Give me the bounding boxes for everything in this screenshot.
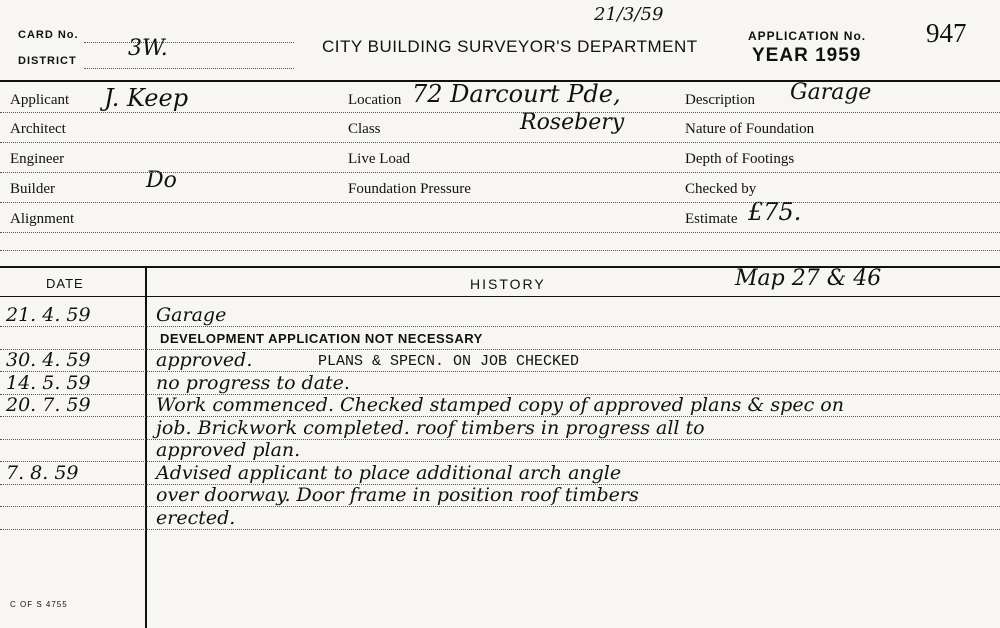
field-line <box>0 232 1000 233</box>
class-value: Rosebery <box>520 110 625 135</box>
builder-label: Builder <box>10 181 55 197</box>
class-label: Class <box>348 121 381 137</box>
department-title: CITY BUILDING SURVEYOR'S DEPARTMENT <box>322 37 698 56</box>
foundation-pressure-label: Foundation Pressure <box>348 181 471 197</box>
estimate-label: Estimate <box>685 211 738 227</box>
depth-of-footings-label: Depth of Footings <box>685 151 795 167</box>
architect-label: Architect <box>10 121 66 137</box>
description-value: Garage <box>790 80 872 105</box>
history-row-line <box>0 371 1000 372</box>
card-no-label: CARD No. <box>18 29 79 41</box>
history-row-line <box>0 529 1000 530</box>
district-line <box>84 68 294 69</box>
applicant-label: Applicant <box>10 92 70 108</box>
live-load-label: Live Load <box>348 151 411 167</box>
history-row-line <box>0 506 1000 507</box>
date-stamp: 21/3/59 <box>594 4 664 25</box>
history-date: 21. 4. 59 <box>6 304 91 326</box>
card-no-line <box>84 42 294 43</box>
history-date: 7. 8. 59 <box>6 461 79 484</box>
history-entry: Advised applicant to place additional arch angle <box>156 461 622 484</box>
history-entry: approved. <box>156 349 253 371</box>
field-line <box>0 202 1000 203</box>
history-row-line <box>0 326 1000 327</box>
history-entry: Work commenced. Checked stamped copy of approved plans & spec on <box>156 394 844 416</box>
estimate-value: £75. <box>748 198 802 226</box>
history-header: HISTORY <box>470 276 546 292</box>
field-line <box>0 142 1000 143</box>
history-entry: DEVELOPMENT APPLICATION NOT NECESSARY <box>160 330 483 346</box>
date-header: DATE <box>46 276 84 291</box>
date-column-divider <box>145 266 147 628</box>
description-label: Description <box>685 92 755 108</box>
application-label: APPLICATION No. <box>748 29 867 43</box>
history-entry: over doorway. Door frame in position roof timbers <box>156 484 639 506</box>
builder-value: Do <box>146 168 177 193</box>
history-date: 30. 4. 59 <box>6 349 91 371</box>
nature-of-foundation-label: Nature of Foundation <box>685 121 815 137</box>
history-typed-note: PLANS & SPECN. ON JOB CHECKED <box>318 353 580 370</box>
history-entry: Garage <box>156 304 227 326</box>
history-entry: no progress to date. <box>156 371 350 394</box>
application-number: 947 <box>926 18 967 48</box>
history-row-line <box>0 349 1000 350</box>
year-label: YEAR 1959 <box>752 45 862 66</box>
alignment-label: Alignment <box>10 211 75 227</box>
history-header-rule <box>0 296 1000 297</box>
history-date: 14. 5. 59 <box>6 371 91 394</box>
field-line <box>0 172 1000 173</box>
location-value: 72 Darcourt Pde, <box>412 80 621 108</box>
field-line <box>0 250 1000 251</box>
map-reference: Map 27 & 46 <box>735 266 882 291</box>
applicant-value: J. Keep <box>104 84 189 112</box>
history-entry: approved plan. <box>156 439 301 461</box>
engineer-label: Engineer <box>10 151 65 167</box>
history-row-line <box>0 439 1000 440</box>
district-label: DISTRICT <box>18 55 77 67</box>
history-entry: erected. <box>156 506 236 529</box>
district-value: 3W. <box>128 36 168 61</box>
location-label: Location <box>348 92 402 108</box>
history-entry: job. Brickwork completed. roof timbers in progress all to <box>156 416 705 439</box>
history-date: 20. 7. 59 <box>6 394 91 416</box>
field-line <box>0 112 1000 113</box>
form-code: C OF S 4755 <box>10 600 68 609</box>
checked-by-label: Checked by <box>685 181 757 197</box>
